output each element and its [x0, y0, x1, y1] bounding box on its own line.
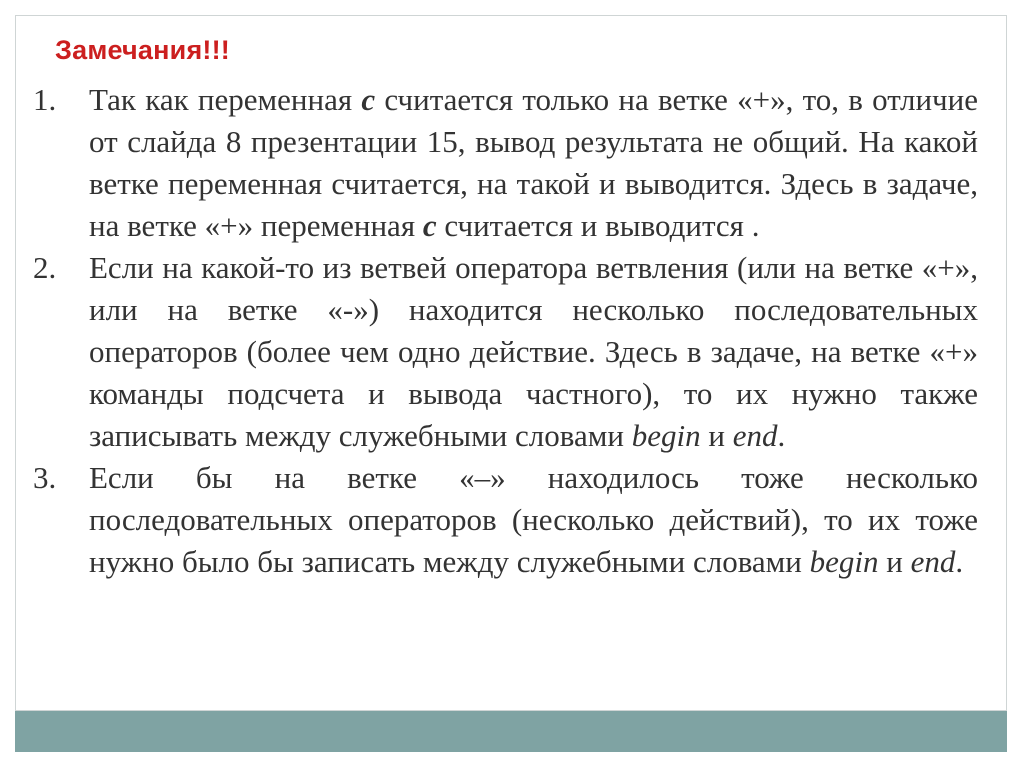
notes-list	[33, 79, 978, 583]
keyword-end: end	[732, 418, 778, 453]
note-text: Если на какой-то из ветвей оператора ветвления (или на ветке «+», или на ветке «-») находится несколько последовательных операторов (более чем одно действие. Здесь в задаче, на ветке «+» команды подсчета и вывода частного), то их нужно также записывать между служебными словами	[89, 250, 978, 453]
note-text: Так как переменная	[89, 82, 362, 117]
slide-title: Замечания!!!	[55, 35, 230, 65]
note-item-3	[33, 457, 978, 583]
variable-name: с	[361, 82, 376, 117]
note-text: .	[955, 544, 964, 579]
note-item-1	[33, 79, 978, 247]
note-item-2	[33, 247, 978, 457]
note-number: 3.	[33, 460, 57, 495]
note-text: и	[700, 418, 733, 453]
note-text: считается только на ветке «+», то, в отличие от слайда 8 презентации 15, вывод результата не общий. На какой ветке переменная считается, на такой и выводится. Здесь в задаче, на ветке «+» переменная	[89, 82, 978, 243]
note-number: 1.	[33, 82, 57, 117]
keyword-begin: begin	[631, 418, 701, 453]
note-text: .	[777, 418, 786, 453]
keyword-begin: begin	[809, 544, 879, 579]
note-text: считается и выводится .	[436, 208, 760, 243]
footer-bar	[15, 711, 1007, 752]
variable-name: с	[422, 208, 437, 243]
note-text: Если бы на ветке «–» находилось тоже несколько последовательных операторов (несколько действий), то их тоже нужно было бы записать между служебными словами	[89, 460, 978, 579]
keyword-end: end	[910, 544, 956, 579]
note-text: и	[878, 544, 911, 579]
note-number: 2.	[33, 250, 57, 285]
